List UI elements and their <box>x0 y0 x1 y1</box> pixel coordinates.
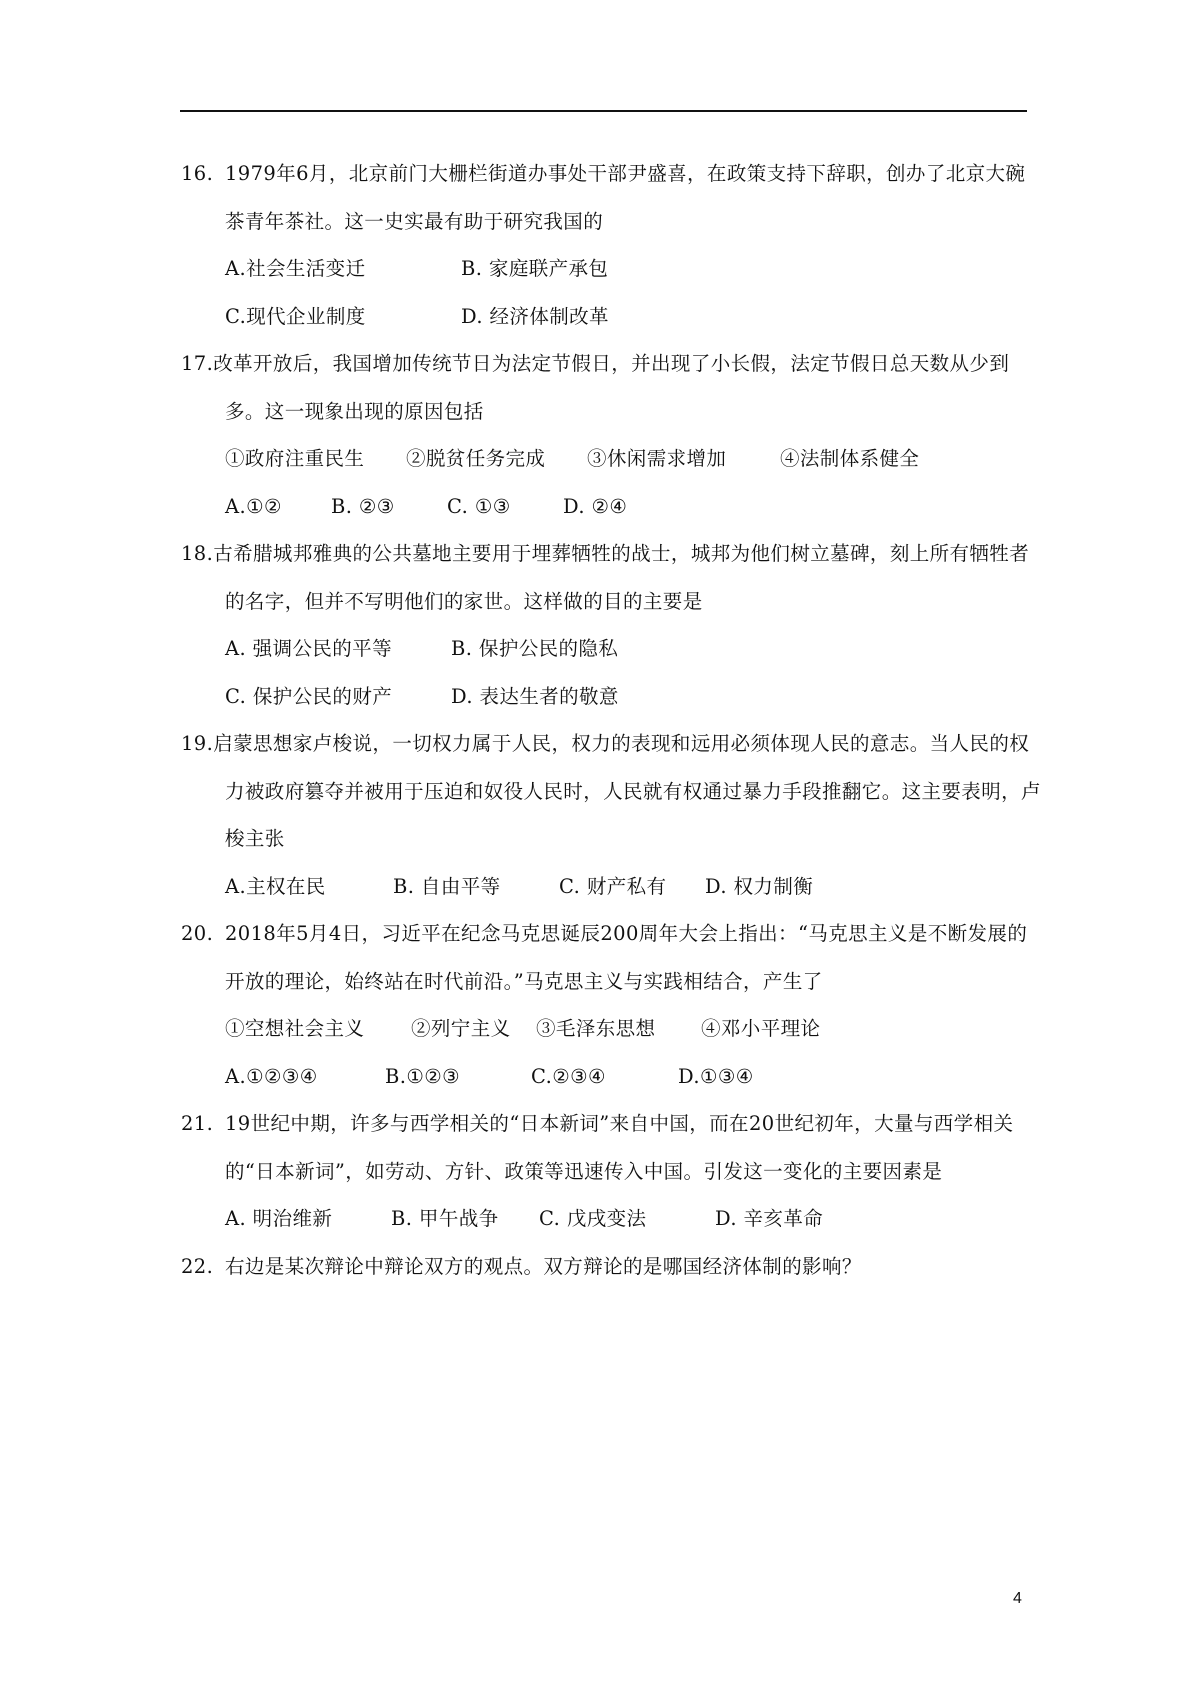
question-text: 改革开放后，我国增加传统节日为法定节假日，并出现了小长假，法定节假日总天数从少到多。这一现象出现的原因包括 <box>213 352 1010 423</box>
statement-3: ③休闲需求增加 <box>587 447 727 470</box>
question-stem <box>181 1243 1041 1291</box>
option-c: C. ①③ <box>447 494 511 518</box>
question-text: 启蒙思想家卢梭说，一切权力属于人民，权力的表现和远用必须体现人民的意志。当人民的权力被政府篡夺并被用于压迫和奴役人民时，人民就有权通过暴力手段推翻它。这主要表明，卢梭主张 <box>213 732 1041 850</box>
statement-4: ④邓小平理论 <box>701 1017 821 1040</box>
question-number: 16. <box>181 162 214 185</box>
question-text: 19世纪中期，许多与西学相关的“日本新词”来自中国，而在20世纪初年，大量与西学相关的“日本新词”，如劳动、方针、政策等迅速传入中国。引发这一变化的主要因素是 <box>225 1112 1014 1183</box>
question-22 <box>181 1243 1041 1291</box>
option-d: D. 辛亥革命 <box>715 1207 824 1230</box>
statement-row <box>181 1005 1041 1053</box>
option-b: B.①②③ <box>385 1064 460 1088</box>
option-a: A.①② <box>225 494 282 518</box>
option-row <box>181 245 1041 293</box>
option-c: C. 保护公民的财产 <box>225 684 393 708</box>
question-text: 右边是某次辩论中辩论双方的观点。双方辩论的是哪国经济体制的影响？ <box>225 1254 862 1278</box>
question-number: 18. <box>181 542 214 565</box>
question-stem <box>181 530 1041 625</box>
option-row <box>181 483 1041 531</box>
statement-1: ①政府注重民生 <box>225 447 365 470</box>
option-row <box>181 625 1041 673</box>
question-number: 22. <box>181 1254 214 1278</box>
option-d: D. 权力制衡 <box>705 874 814 898</box>
question-stem <box>181 150 1041 245</box>
question-16 <box>181 150 1041 340</box>
option-d: D. 经济体制改革 <box>461 304 609 328</box>
option-row <box>181 863 1041 911</box>
question-text: 1979年6月，北京前门大栅栏街道办事处干部尹盛喜，在政策支持下辞职，创办了北京大碗茶青年茶社。这一史实最有助于研究我国的 <box>225 162 1026 233</box>
option-c: C. 财产私有 <box>559 874 667 898</box>
option-a: A. 强调公民的平等 <box>225 637 392 660</box>
option-b: B. ②③ <box>331 494 395 518</box>
question-list <box>181 150 1041 1290</box>
option-a: A.①②③④ <box>225 1064 318 1088</box>
option-d: D. 表达生者的敬意 <box>451 684 619 708</box>
question-stem <box>181 720 1041 863</box>
option-c: C.②③④ <box>531 1064 606 1088</box>
question-17 <box>181 340 1041 530</box>
question-number: 20. <box>181 922 214 945</box>
option-a: A. 明治维新 <box>225 1207 333 1230</box>
option-a: A.社会生活变迁 <box>225 257 366 280</box>
statement-3: ③毛泽东思想 <box>536 1017 656 1040</box>
header-rule <box>180 110 1027 112</box>
question-text: 古希腊城邦雅典的公共墓地主要用于埋葬牺牲的战士，城邦为他们树立墓碑，刻上所有牺牲者的名字，但并不写明他们的家世。这样做的目的主要是 <box>213 542 1030 613</box>
question-20 <box>181 910 1041 1100</box>
option-b: B. 甲午战争 <box>391 1207 499 1230</box>
question-text: 2018年5月4日，习近平在纪念马克思诞辰200周年大会上指出：“马克思主义是不断发展的开放的理论，始终站在时代前沿。”马克思主义与实践相结合，产生了 <box>225 922 1028 993</box>
statement-2: ②脱贫任务完成 <box>406 447 546 470</box>
question-stem <box>181 910 1041 1005</box>
statement-1: ①空想社会主义 <box>225 1017 365 1040</box>
statement-4: ④法制体系健全 <box>780 447 920 470</box>
option-row <box>181 1195 1041 1243</box>
question-21 <box>181 1100 1041 1243</box>
option-c: C.现代企业制度 <box>225 304 366 328</box>
option-b: B. 自由平等 <box>393 874 501 898</box>
statement-2: ②列宁主义 <box>411 1017 511 1040</box>
question-18 <box>181 530 1041 720</box>
question-19 <box>181 720 1041 910</box>
option-row <box>181 1053 1041 1101</box>
option-b: B. 家庭联产承包 <box>461 257 609 280</box>
option-d: D.①③④ <box>678 1064 754 1088</box>
option-a: A.主权在民 <box>225 874 326 898</box>
option-b: B. 保护公民的隐私 <box>451 637 619 660</box>
question-number: 19. <box>181 732 214 755</box>
option-row <box>181 673 1041 721</box>
statement-row <box>181 435 1041 483</box>
question-stem <box>181 1100 1041 1195</box>
page-number: 4 <box>1013 1590 1022 1607</box>
option-d: D. ②④ <box>563 494 628 518</box>
question-number: 17. <box>181 352 214 375</box>
question-number: 21. <box>181 1112 214 1135</box>
option-c: C. 戊戌变法 <box>539 1207 647 1230</box>
question-stem <box>181 340 1041 435</box>
option-row <box>181 293 1041 341</box>
